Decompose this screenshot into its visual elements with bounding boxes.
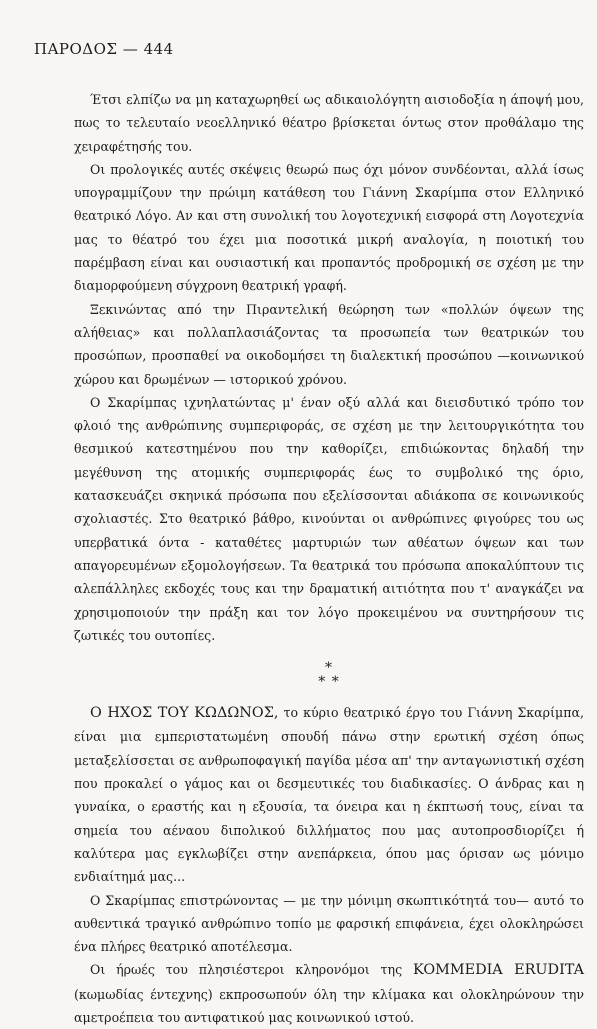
- genre-name: KOMMEDIA ERUDITA: [412, 962, 584, 979]
- separator-star-top: *: [325, 660, 333, 677]
- paragraph: Ο Σκαρίμπας ιχνηλατώντας μ' έναν οξύ αλλά και διεισδυτικό τρόπο τον φλοιό της ανθρώπινης συμπεριφοράς, σε σχέση με την λειτουργικότητα του θεσμικού κατεστημένου που την καθορίζει, επιδιώκοντας δηλαδή την μεγέθυνση της ατομικής συμπεριφοράς έως το συμβολικό της όριο, κατασκευάζει σκηνικά πρόσωπα που εξελίσσονται αδιάκοπα σε κοινωνικούς σχολιαστές. Στο θεατρικό βάθρο, κινούνται οι ανθρώπινες φιγούρες του ως υπερβατικά όντα - καταθέτες μαρτυριών των αθέατων όψεων και των απαγορευμένων εξομολογήσεων. Τα θεατρικά του πρόσωπα αποκαλύπτουν τις αλεπάλληλες εκδοχές τους και την δραματική αιτιότητα που τ' αναγκάζει να χρησιμοποιούν την πράξη και τον λόγο προκειμένου να συντηρήσουν τις ζωτικές του ουτοπίες.: [74, 394, 584, 643]
- running-header: ΠΑΡΟΔΟΣ — 444: [34, 40, 174, 58]
- page-body: [74, 88, 584, 1029]
- play-title: Ο ΗΧΟΣ ΤΟΥ ΚΩΔΩΝΟΣ,: [90, 705, 279, 722]
- paragraph: Οι ήρωές του πλησιέστεροι κληρονόμοι της KOMMEDIA ERUDITA (κωμωδίας έντεχνης) εκπροσωπούν όλη την κλίμακα και ολοκληρώνουν την αμετροέπεια του αντιφατικού μας κοινωνικού ιστού.: [74, 962, 584, 1025]
- section-separator: [74, 661, 584, 689]
- paragraph: Ξεκινώντας από την Πιραντελική θεώρηση των «πολλών όψεων της αλήθειας» και πολλαπλασιάζοντας τα προσωπεία των θεατρικών του προσώπων, προσπαθεί να οικοδομήσει τη διαλεκτική προσώπου —κοινωνικού χώρου και δρωμένων — ιστορικού χρόνου.: [74, 301, 584, 387]
- paragraph: Οι προλογικές αυτές σκέψεις θεωρώ πως όχι μόνον συνδέονται, αλλά ίσως υπογραμμίζουν την πρώιμη κατάθεση του Γιάννη Σκαρίμπα στον Ελληνικό θεατρικό Λόγο. Αν και στη συνολική του λογοτεχνική εισφορά στη Λογοτεχνία μας το θέατρό του έχει μια ποσοτικά μικρή αναλογία, η ποιοτική του παρέμβαση είναι και ουσιαστική και προπαντός προδρομική σε σχέση με την διαμορφούμενη σύγχρονη θεατρική γραφή.: [74, 161, 584, 294]
- paragraph: Έτσι ελπίζω να μη καταχωρηθεί ως αδικαιολόγητη αισιοδοξία η άποψή μου, πως το τελευταίο νεοελληνικό θέατρο βρίσκεται όντως στον προθάλαμο της χειραφέτησής του.: [74, 92, 584, 154]
- paragraph: Ο ΗΧΟΣ ΤΟΥ ΚΩΔΩΝΟΣ, το κύριο θεατρικό έργο του Γιάννη Σκαρίμπα, είναι μια εμπεριστατωμένη σπουδή πάνω στην ερωτική σχέση όπως μεταξελίσσεται σε ανθρωποφαγική παγίδα μέσα απ' την ανταγωνιστική σχέση που προκαλεί ο γάμος και οι δεσμευτικές του διαδικασίες. Ο άνδρας και η γυναίκα, ο εραστής και η εξουσία, τα όνειρα και η έκπτωσή τους, είναι τα σημεία του αέναου διπολικού διλλήματος που μας αυτοπροσδιορίζει ή καλύτερα μας εγκλωβίζει στην ανεπάρκεια, όπου μας όρισαν ως μόνιμο ενδιαίτημά μας...: [74, 705, 584, 885]
- paragraph: Ο Σκαρίμπας επιστρώνοντας — με την μόνιμη σκωπτικότητά του— αυτό το αυθεντικά τραγικό ανθρώπινο τοπίο με φαρσική επιφάνεια, έχει ολοκληρώσει ένα πλήρες θεατρικό αποτέλεσμα.: [74, 892, 584, 955]
- separator-stars-bottom: * *: [318, 674, 340, 691]
